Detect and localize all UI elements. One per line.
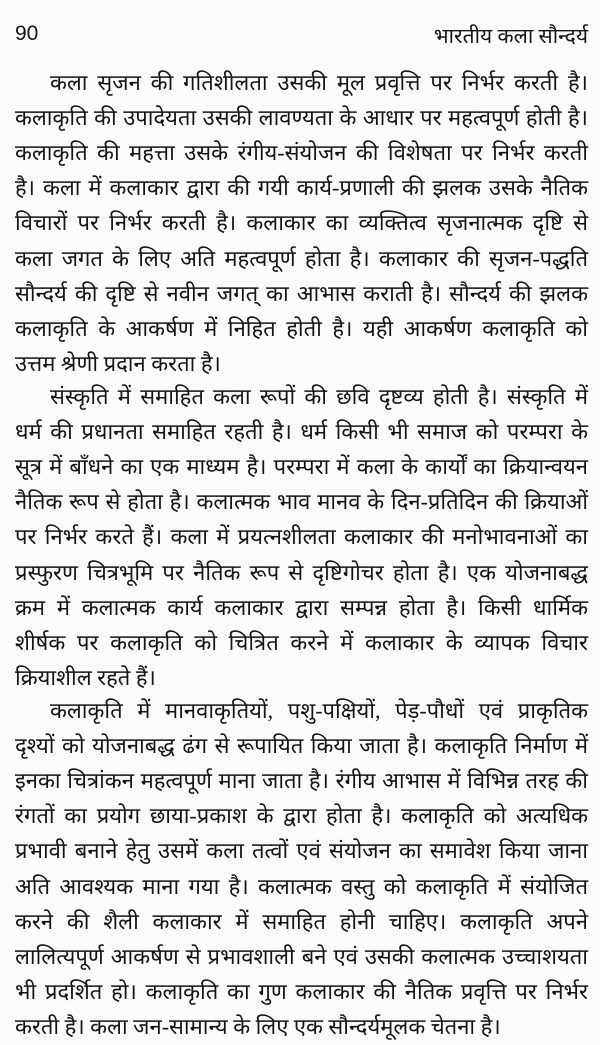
text-line: पर निर्भर करते हैं। कला में प्रयत्नशीलता कलाकार की मनोभावनाओं का <box>15 524 588 550</box>
text-line: सौन्दर्य की दृष्टि से नवीन जगत् का आभास कराती है। सौन्दर्य की झलक <box>15 280 588 306</box>
text-line: धर्म की प्रधानता समाहित रहती है। धर्म किसी भी समाज को परम्परा के <box>15 419 588 445</box>
text-line: है। कला में कलाकार द्वारा की गयी कार्य-प्रणाली की झलक उसके नैतिक <box>15 175 588 201</box>
text-line: कलाकृति में मानवाकृतियों, पशु-पक्षियों, पेड़-पौधों एवं प्राकृतिक <box>50 698 588 723</box>
text-line: कला सृजन की गतिशीलता उसकी मूल प्रवृत्ति पर निर्भर करती है। <box>50 70 588 95</box>
text-line: सूत्र में बाँधने का एक माध्यम है। परम्परा में कला के कार्यों का क्रियान्वयन <box>15 454 588 480</box>
text-line: रंगतों का प्रयोग छाया-प्रकाश के द्वारा होता है। कलाकृति को अत्यधिक <box>15 803 588 829</box>
text-line: कलाकृति की उपादेयता उसकी लावण्यता के आधार पर महत्वपूर्ण होती है। <box>15 105 588 131</box>
text-line: क्रियाशील रहते हैं। <box>15 664 156 690</box>
text-line: भी प्रदर्शित हो। कलाकृति का गुण कलाकार की नैतिक प्रवृत्ति पर निर्भर <box>15 978 588 1004</box>
text-line: करती है। कला जन-सामान्य के लिए एक सौन्दर्यमूलक चेतना है। <box>15 1013 501 1039</box>
text-line: क्रम में कलात्मक कार्य कलाकार द्वारा सम्पन्न होता है। किसी धार्मिक <box>15 594 588 620</box>
page-number: 90 <box>15 22 39 45</box>
text-line: लालित्यपूर्ण आकर्षण से प्रभावशाली बने एवं उसकी कलात्मक उच्चाशयता <box>15 943 588 969</box>
text-line: शीर्षक पर कलाकृति को चित्रित करने में कलाकार के व्यापक विचार <box>15 629 588 655</box>
text-line: उत्तम श्रेणी प्रदान करता है। <box>15 350 221 376</box>
text-line: करने की शैली कलाकार में समाहित होनी चाहिए। कलाकृति अपने <box>15 908 588 934</box>
text-line: संस्कृति में समाहित कला रूपों की छवि दृष्टव्य होती है। संस्कृति में <box>50 384 588 409</box>
text-line: प्रभावी बनाने हेतु उसमें कला तत्वों एवं संयोजन का समावेश किया जाना <box>15 838 588 864</box>
text-line: नैतिक रूप से होता है। कलात्मक भाव मानव के दिन-प्रतिदिन की क्रियाओं <box>15 489 588 515</box>
text-line: विचारों पर निर्भर करती है। कलाकार का व्यक्तित्व सृजनात्मक दृष्टि से <box>15 210 588 236</box>
text-line: कलाकृति के आकर्षण में निहित होती है। यही आकर्षण कलाकृति को <box>15 315 588 341</box>
text-line: कला जगत के लिए अति महत्वपूर्ण होता है। कलाकार की सृजन-पद्धति <box>15 245 588 271</box>
text-line: दृश्यों को योजनाबद्ध ढंग से रूपायित किया जाता है। कलाकृति निर्माण में <box>15 733 588 759</box>
running-title: भारतीय कला सौन्दर्य <box>433 24 588 48</box>
text-line: प्रस्फुरण चित्रभूमि पर नैतिक रूप से दृष्टिगोचर होता है। एक योजनाबद्ध <box>15 559 588 585</box>
text-line: अति आवश्यक माना गया है। कलात्मक वस्तु को कलाकृति में संयोजित <box>15 873 588 899</box>
page-header <box>15 22 588 52</box>
text-line: कलाकृति की महत्ता उसके रंगीय-संयोजन की विशेषता पर निर्भर करती <box>15 140 588 166</box>
text-line: इनका चित्रांकन महत्वपूर्ण माना जाता है। रंगीय आभास में विभिन्न तरह की <box>15 768 588 794</box>
